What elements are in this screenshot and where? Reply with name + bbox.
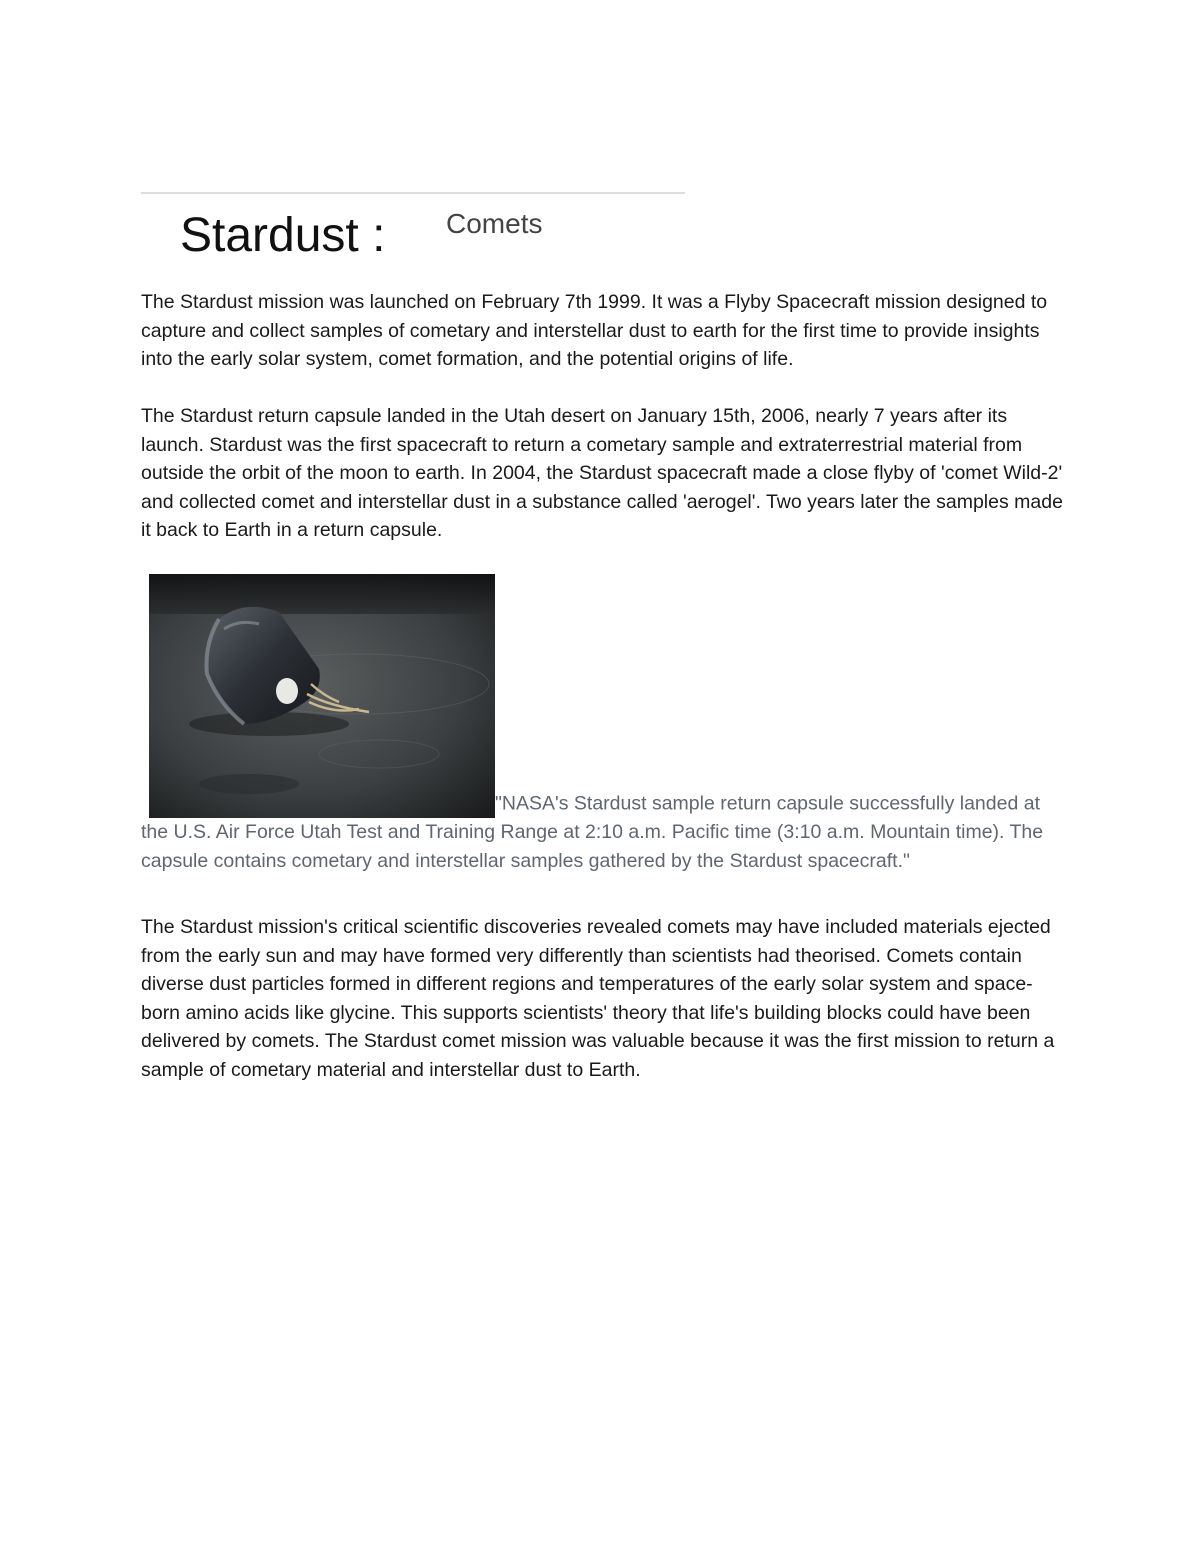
capsule-photo-image: [149, 574, 495, 818]
photo-caption: "NASA's Stardust sample return capsule successfully landed at the U.S. Air Force Utah Test and Training Range at 2:10 a.m. Pacific time (3:10 a.m. Mountain time). The capsule contains cometary and interstellar samples gathered by the Stardust spacecraft.": [141, 792, 1044, 872]
header-divider: [141, 192, 685, 194]
discoveries-paragraph: The Stardust mission's critical scientific discoveries revealed comets may have included materials ejected from the early sun and may have formed very differently than scientists had theorised. Comets contain diverse dust particles formed in different regions and temperatures of the early solar system and space-born amino acids like glycine. This supports scientists' theory that life's building blocks could have been delivered by comets. The Stardust comet mission was valuable because it was the first mission to return a sample of cometary material and interstellar dust to Earth.: [141, 916, 1055, 1081]
photo-with-caption: [141, 574, 1066, 875]
page-title: Stardust :: [180, 209, 386, 262]
capsule-photo: [149, 574, 495, 818]
return-capsule-paragraph: The Stardust return capsule landed in the Utah desert on January 15th, 2006, nearly 7 years after its launch. Stardust was the first spacecraft to return a cometary sample and extraterrestrial material from outside the orbit of the moon to earth. In 2004, the Stardust spacecraft made a close flyby of 'comet Wild-2' and collected comet and interstellar dust in a substance called 'aerogel'. Two years later the samples made it back to Earth in a return capsule.: [141, 405, 1063, 541]
intro-paragraph: The Stardust mission was launched on February 7th 1999. It was a Flyby Spacecraft mission designed to capture and collect samples of cometary and interstellar dust to earth for the first time to provide insights into the early solar system, comet formation, and the potential origins of life.: [141, 291, 1048, 370]
page-subtitle: Comets: [446, 208, 543, 239]
